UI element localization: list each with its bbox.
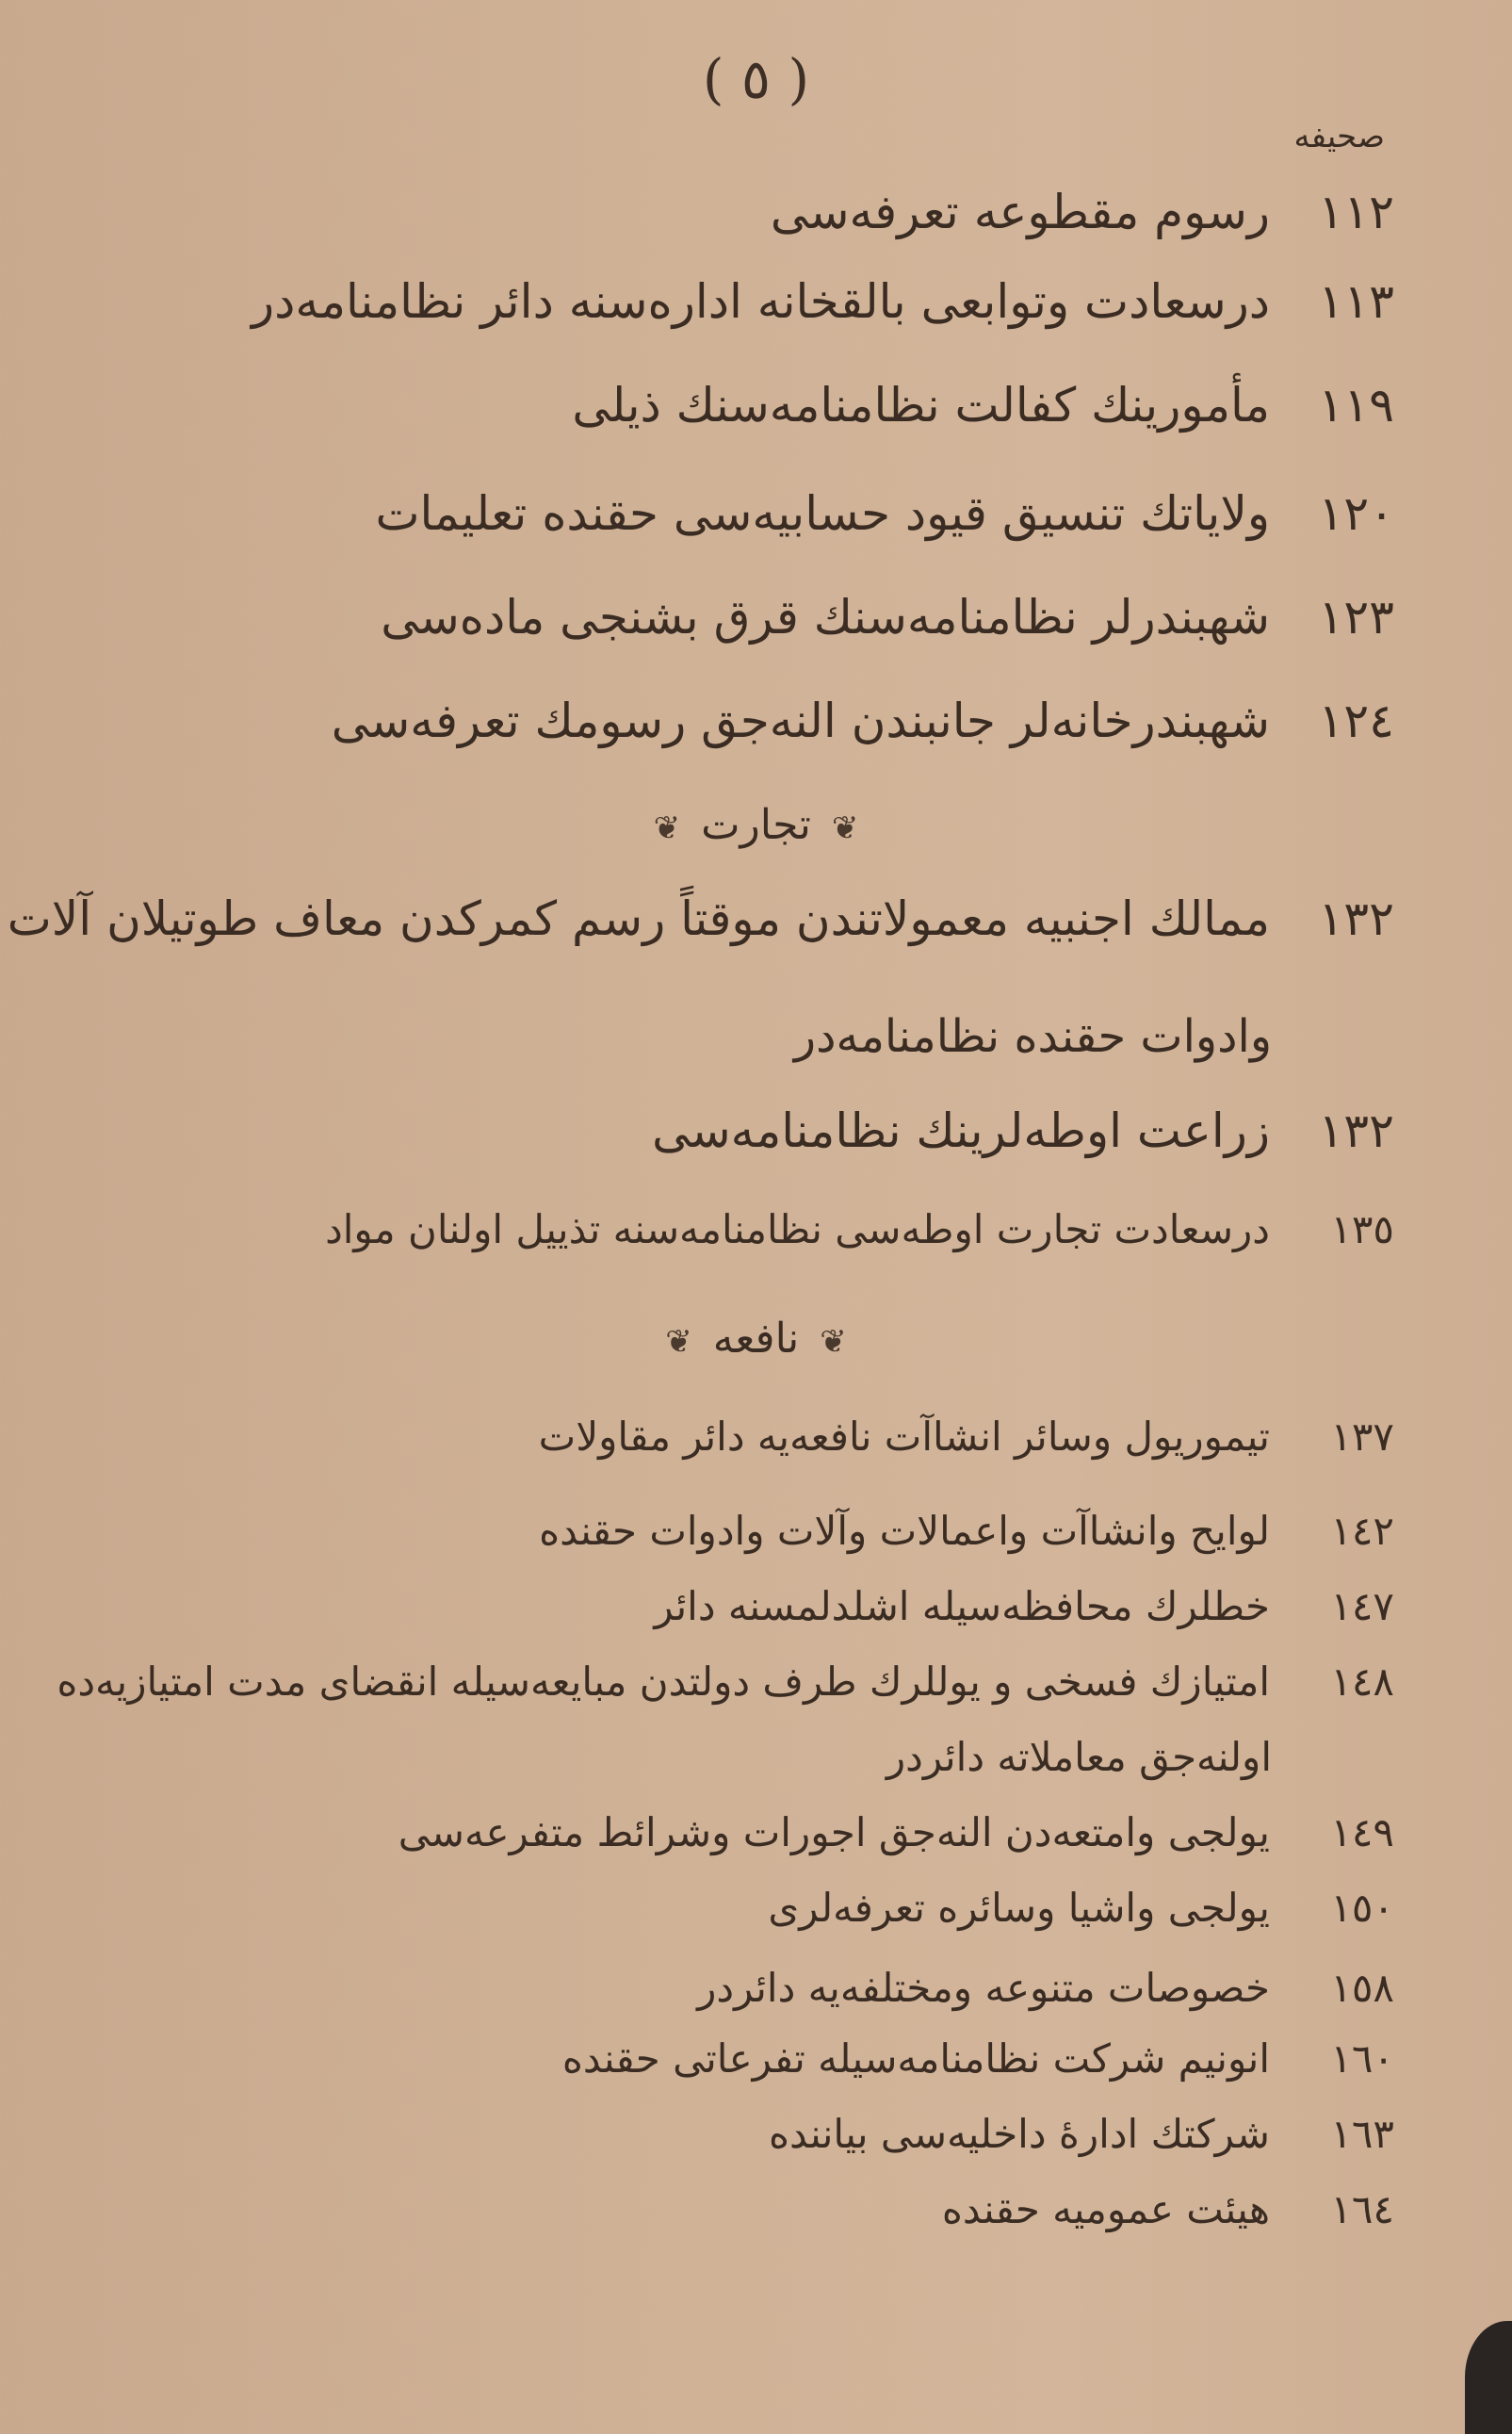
entry-title: هیئت عمومیه حقنده bbox=[941, 2186, 1270, 2232]
entry-page-number: ١٤٨ bbox=[1330, 1658, 1394, 1705]
entry-title: مأمورینك كفالت نظامنامه‌سنك ذیلی bbox=[572, 378, 1270, 433]
entry-title: زراعت اوطه‌لرینك نظامنامه‌سی bbox=[652, 1103, 1270, 1158]
column-header-page: صحيفه bbox=[1293, 118, 1385, 155]
entry-title: یولجی واشیا وسائره تعرفه‌لری bbox=[768, 1885, 1270, 1931]
entry-page-number: ١٤٩ bbox=[1330, 1809, 1394, 1855]
toc-entry bbox=[771, 184, 1394, 240]
toc-entry bbox=[942, 2181, 1394, 2238]
ornament-icon: ❦ bbox=[665, 1323, 692, 1361]
entry-title: شهبندرلر نظامنامه‌سنك قرق بشنجی ماده‌سی bbox=[381, 590, 1270, 645]
toc-entry bbox=[697, 1960, 1394, 2017]
toc-entry bbox=[332, 693, 1394, 749]
toc-entry bbox=[375, 485, 1394, 542]
entry-title: لوایح وانشاآت واعمالات وآلات وادوات حقنده bbox=[539, 1508, 1270, 1554]
entry-continuation: وادوات حقنده نظامنامه‌در bbox=[793, 1010, 1272, 1063]
entry-page-number: ١٤٧ bbox=[1330, 1583, 1394, 1629]
entry-title: انونیم شركت نظامنامه‌سیله تفرعاتی حقنده bbox=[561, 2035, 1270, 2082]
toc-entry bbox=[572, 377, 1394, 433]
entry-page-number: ١٢٣ bbox=[1318, 590, 1394, 645]
entry-page-number: ١٥٠ bbox=[1330, 1885, 1394, 1931]
entry-title: ممالك اجنبیه معمولاتندن موقتاً رسم كمركدن معاف طوتیلان آلات bbox=[7, 891, 1270, 946]
toc-entry bbox=[652, 1103, 1394, 1159]
entry-page-number: ١٦٣ bbox=[1330, 2111, 1394, 2157]
toc-entry bbox=[8, 890, 1394, 947]
entry-page-number: ١٤٢ bbox=[1330, 1508, 1394, 1554]
entry-title: شركتك اداره‌ٔ داخلیه‌سی بیاننده bbox=[768, 2111, 1270, 2157]
toc-entry bbox=[768, 1880, 1394, 1936]
entry-title: خصوصات متنوعه ومختلفه‌یه دائردر bbox=[697, 1965, 1270, 2011]
page-number: ( ٥ ) bbox=[702, 47, 810, 111]
toc-entry bbox=[539, 1409, 1394, 1465]
toc-entry bbox=[252, 273, 1394, 330]
entry-title: یولجی وامتعه‌دن النه‌جق اجورات وشرائط متفرعه‌سی bbox=[398, 1809, 1270, 1855]
entry-title: درسعادت وتوابعی بالقخانه اداره‌سنه دائر نظامنامه‌در bbox=[252, 274, 1270, 329]
page-corner-shadow bbox=[1465, 2321, 1512, 2434]
entry-page-number: ١٥٨ bbox=[1330, 1965, 1394, 2011]
entry-page-number: ١٦٤ bbox=[1330, 2186, 1394, 2232]
ornament-icon: ❦ bbox=[831, 809, 859, 847]
entry-title: ولایاتك تنسیق قیود حسابیه‌سی حقنده تعلیمات bbox=[375, 486, 1270, 541]
entry-page-number: ١١٩ bbox=[1318, 378, 1394, 433]
entry-title: امتیازك فسخی و یوللرك طرف دولتدن مبایعه‌سیله انقضای مدت امتیازیه‌ده bbox=[57, 1658, 1270, 1705]
toc-entry bbox=[539, 1503, 1394, 1560]
entry-page-number: ١٣٢ bbox=[1318, 891, 1394, 946]
ornament-icon: ❦ bbox=[653, 809, 681, 847]
entry-page-number: ١٣٧ bbox=[1330, 1413, 1394, 1460]
toc-entry bbox=[769, 2106, 1394, 2163]
toc-entry bbox=[57, 1654, 1394, 1710]
section-heading-label: نافعه bbox=[712, 1315, 800, 1363]
entry-page-number: ١١٢ bbox=[1318, 185, 1394, 239]
toc-entry bbox=[654, 1578, 1394, 1635]
entry-title: شهبندرخانه‌لر جانبندن النه‌جق رسومك تعرفه‌سی bbox=[331, 694, 1270, 748]
toc-entry bbox=[562, 2031, 1394, 2087]
entry-title: خطلرك محافظه‌سیله اشلدلمسنه دائر bbox=[654, 1583, 1270, 1629]
entry-page-number: ١٣٢ bbox=[1318, 1103, 1394, 1158]
entry-title: تیموریول وسائر انشاآت نافعه‌یه دائر مقاولات bbox=[538, 1413, 1270, 1460]
entry-page-number: ١٢٤ bbox=[1318, 694, 1394, 748]
entry-continuation: اولنه‌جق معاملاته دائردر bbox=[886, 1734, 1272, 1780]
entry-page-number: ١٣٥ bbox=[1330, 1206, 1394, 1252]
toc-entry bbox=[381, 589, 1394, 645]
toc-entry bbox=[325, 1201, 1394, 1258]
toc-entry bbox=[398, 1805, 1394, 1861]
section-heading-public-works bbox=[0, 1315, 1512, 1363]
entry-page-number: ١٦٠ bbox=[1330, 2035, 1394, 2082]
section-heading-label: تجارت bbox=[701, 801, 811, 849]
section-heading-commerce bbox=[0, 801, 1512, 849]
entry-title: رسوم مقطوعه تعرفه‌سی bbox=[770, 185, 1270, 239]
entry-page-number: ١٢٠ bbox=[1318, 486, 1394, 541]
ornament-icon: ❦ bbox=[820, 1323, 847, 1361]
entry-page-number: ١١٣ bbox=[1318, 274, 1394, 329]
entry-title: درسعادت تجارت اوطه‌سی نظامنامه‌سنه تذییل اولنان مواد bbox=[325, 1206, 1270, 1252]
